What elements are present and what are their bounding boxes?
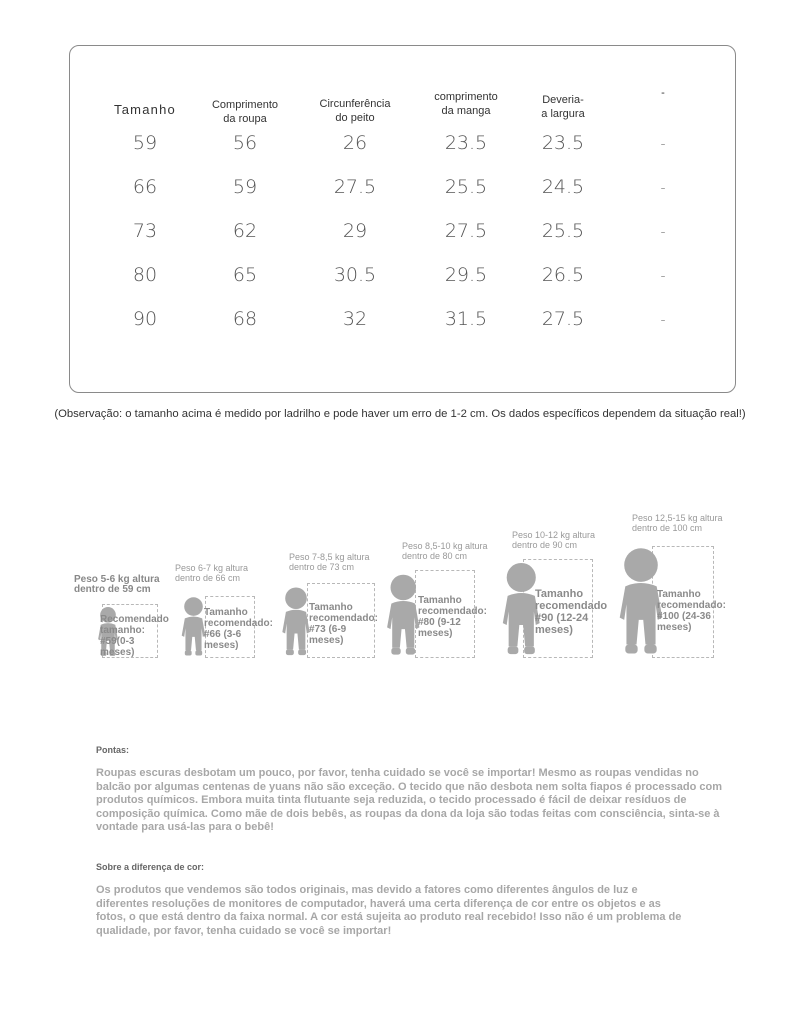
column-header-4: comprimento da manga bbox=[434, 91, 498, 117]
table-cell: 56 bbox=[232, 132, 258, 154]
table-cell: 26.5 bbox=[541, 264, 585, 286]
table-cell: - bbox=[660, 312, 666, 328]
table-cell: 26 bbox=[342, 132, 368, 154]
column-header-5: Deveria- a largura bbox=[541, 94, 585, 120]
table-cell: - bbox=[660, 268, 666, 284]
recommended-size-label: Tamanho recomendado #90 (12-24 meses) bbox=[535, 588, 608, 636]
table-cell: 27.5 bbox=[444, 220, 488, 242]
weight-height-label: Peso 7-8,5 kg altura dentro de 73 cm bbox=[289, 552, 370, 572]
text-line: Os produtos que vendemos são todos originais, mas devido a fatores como diferentes ângulos de luz e bbox=[96, 884, 638, 896]
table-cell: 29 bbox=[342, 220, 368, 242]
table-cell: 27.5 bbox=[333, 176, 377, 198]
table-cell: 25.5 bbox=[444, 176, 488, 198]
text-line: qualidade, por favor, tenha cuidado se você se importar! bbox=[96, 924, 392, 937]
text-line: vontade para usá-las para o bebê! bbox=[96, 821, 274, 833]
text-line: balcão por algumas centenas de yuans não são exceção. O tecido que não desbota nem solta fiapos é processado com bbox=[96, 780, 722, 793]
table-cell: 24.5 bbox=[541, 176, 585, 198]
table-cell: 68 bbox=[232, 308, 258, 330]
weight-height-label: Peso 8,5-10 kg altura dentro de 80 cm bbox=[402, 541, 488, 561]
table-cell: 27.5 bbox=[541, 308, 585, 330]
table-cell: 59 bbox=[232, 176, 258, 198]
weight-height-label: Peso 5-6 kg altura dentro de 59 cm bbox=[74, 574, 160, 595]
recommended-size-label: Tamanho recomendado: #100 (24-36 meses) bbox=[657, 589, 726, 633]
table-cell: 59 bbox=[132, 132, 158, 154]
text-line: diferentes resoluções de monitores de computador, haverá uma certa diferença de cor entre os objetos e as bbox=[96, 897, 661, 910]
table-cell: 73 bbox=[132, 220, 158, 242]
table-cell: 29.5 bbox=[444, 264, 488, 286]
table-cell: 65 bbox=[232, 264, 258, 286]
table-cell: - bbox=[660, 136, 666, 152]
table-cell: 25.5 bbox=[541, 220, 585, 242]
color-difference-body bbox=[96, 884, 706, 938]
recommended-size-label: Tamanho recomendado: #73 (6-9 meses) bbox=[309, 602, 378, 646]
column-header-3: Circunferência do peito bbox=[319, 98, 391, 124]
text-line: fotos, o que está dentro da faixa normal. A cor está sujeita ao produto real recebido! Isso não é um problema de bbox=[96, 911, 682, 923]
table-cell: 31.5 bbox=[444, 308, 488, 330]
table-cell: 66 bbox=[132, 176, 158, 198]
column-header-6: - bbox=[661, 87, 665, 99]
color-difference-section bbox=[96, 862, 706, 938]
measurement-note: (Observação: o tamanho acima é medido por ladrilho e pode haver um erro de 1-2 cm. Os dados específicos dependem da situação real!) bbox=[54, 408, 746, 420]
table-cell: 23.5 bbox=[444, 132, 488, 154]
column-header-1: Tamanho bbox=[114, 102, 176, 117]
table-cell: - bbox=[660, 224, 666, 240]
table-cell: 23.5 bbox=[541, 132, 585, 154]
table-cell: 32 bbox=[342, 308, 368, 330]
recommended-size-label: Tamanho recomendado: #66 (3-6 meses) bbox=[204, 607, 273, 651]
table-cell: 80 bbox=[132, 264, 158, 286]
text-line: composição química. Como mãe de dois bebês, as roupas da dona da loja são todas feitas com consciência, sinta-se à bbox=[96, 807, 720, 820]
text-line: produtos químicos. Embora muita tinta flutuante seja reduzida, o tecido processado é fácil de deixar resíduos de bbox=[96, 794, 687, 806]
weight-height-label: Peso 6-7 kg altura dentro de 66 cm bbox=[175, 563, 249, 583]
table-cell: - bbox=[660, 180, 666, 196]
tips-title: Pontas: bbox=[96, 745, 130, 755]
recommended-size-label: Tamanho recomendado: #80 (9-12 meses) bbox=[418, 595, 487, 639]
column-header-2: Comprimento da roupa bbox=[211, 99, 279, 125]
table-cell: 90 bbox=[132, 308, 158, 330]
weight-height-label: Peso 12,5-15 kg altura dentro de 100 cm bbox=[632, 513, 723, 533]
text-line: Roupas escuras desbotam um pouco, por favor, tenha cuidado se você se importar! Mesmo as roupas vendidas no bbox=[96, 767, 699, 779]
table-cell: 30.5 bbox=[333, 264, 377, 286]
table-cell: 62 bbox=[232, 220, 258, 242]
weight-height-label: Peso 10-12 kg altura dentro de 90 cm bbox=[512, 530, 596, 550]
color-difference-title: Sobre a diferença de cor: bbox=[96, 862, 205, 872]
tips-section bbox=[96, 745, 722, 835]
recommended-size-label: Recomendado tamanho: #59(0-3 meses) bbox=[100, 614, 169, 658]
tips-body bbox=[96, 767, 722, 835]
